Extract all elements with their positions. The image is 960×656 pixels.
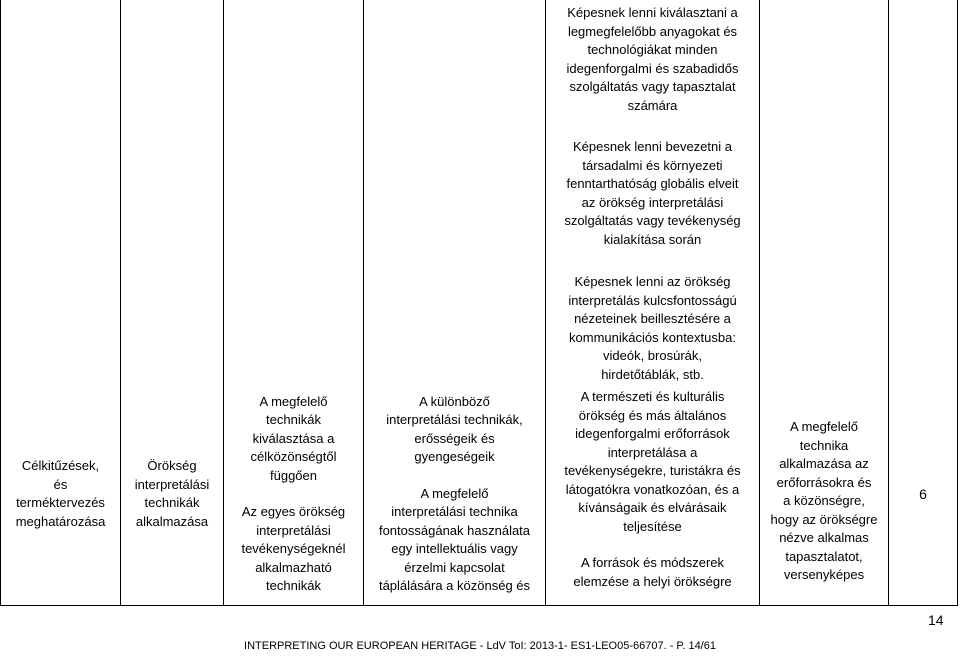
cell-line: erőforrásokra és	[776, 474, 872, 490]
cell-line: hirdetőtáblák, stb.	[601, 366, 704, 382]
cell-line: nézeteinek beillesztésére a	[574, 311, 731, 326]
hours-cell	[889, 384, 957, 604]
cell-line: kívánságaik és elvárásaik	[578, 500, 727, 515]
cell-line: célközönségtől	[250, 449, 337, 464]
table-border-bottom	[0, 605, 958, 606]
cell-line: interpretálási technika	[391, 504, 518, 519]
cell-line: függően	[270, 467, 317, 483]
cell-line: gyengeségeik	[414, 449, 495, 464]
cell-line: videók, brosúrák,	[603, 348, 702, 363]
cell-line: Képesnek lenni az örökség	[574, 274, 731, 289]
cell-line: idegenforgalmi erőforrások	[575, 426, 730, 441]
cell-line: A természeti és kulturális	[580, 389, 725, 404]
cell-line: interpretálási technikák,	[386, 412, 523, 427]
cell-line: interpretálás kulcsfontosságú	[568, 292, 737, 308]
cell-line: kiválasztása a	[252, 430, 335, 446]
cell-line: örökség és más általános	[578, 407, 727, 423]
cell-line: egy intellektuális vagy	[391, 541, 518, 556]
cell-line: A különböző	[419, 393, 490, 409]
cell-line: erősségeik és	[414, 430, 495, 446]
competence-cell	[760, 418, 888, 604]
cell-line: legmegfelelőbb anyagokat és	[567, 23, 738, 39]
cell-line: tevékenységeknél	[241, 541, 346, 556]
cell-line: interpretálási	[256, 522, 331, 538]
cell-line: alkalmazása	[135, 513, 209, 529]
cell-line: fenntarthatóság globális elveit	[566, 176, 739, 191]
cell-line: a közönségre,	[783, 493, 865, 508]
cell-line: az örökség interpretálási	[581, 194, 724, 210]
objectives-cell	[1, 384, 120, 604]
cell-line: táplálására a közönség és	[378, 578, 531, 593]
cell-line: alkalmazható	[255, 559, 332, 575]
cell-line: nézve alkalmas	[779, 530, 869, 545]
skills-cell	[546, 388, 759, 604]
cell-line: és	[53, 476, 68, 492]
cell-line: tevékenységekre, turistákra és	[564, 463, 741, 478]
cell-line: tapasztalatot,	[785, 548, 863, 564]
cell-line: elemzése a helyi örökségre	[573, 573, 732, 589]
contents-cell	[224, 384, 363, 604]
cell-line: meghatározása	[15, 513, 106, 529]
cell-line: számára	[627, 97, 678, 113]
cell-line: terméktervezés	[16, 495, 105, 510]
skills-top-block-3	[546, 273, 759, 385]
cell-line: interpretálási	[134, 476, 210, 492]
cell-line: technika	[799, 437, 849, 453]
cell-line: hogy az örökségre	[770, 511, 878, 527]
cell-line: A megfelelő	[259, 393, 328, 409]
table-border-right	[957, 0, 958, 606]
cell-line: kommunikációs kontextusba:	[569, 329, 736, 345]
cell-line: látogatókra vonatkozóan, és a	[565, 481, 740, 497]
cell-line: Örökség	[147, 458, 197, 473]
unit-title-cell	[121, 384, 223, 604]
cell-line: érzelmi kapcsolat	[404, 559, 505, 575]
cell-line: alkalmazása az	[779, 456, 869, 471]
cell-line: technikák	[144, 495, 200, 510]
cell-line: Képesnek lenni kiválasztani a	[567, 5, 738, 20]
cell-line: Az egyes örökség	[241, 504, 346, 519]
cell-line: szolgáltatás vagy tapasztalat	[569, 79, 736, 94]
cell-line: technikák	[266, 578, 321, 593]
cell-line: versenyképes	[783, 567, 865, 582]
cell-line: teljesítése	[623, 518, 682, 534]
page-number: 14	[928, 612, 944, 628]
cell-line: A megfelelő	[790, 419, 858, 434]
cell-line: technológiákat minden	[587, 42, 718, 57]
cell-line: szolgáltatás vagy tevékenység	[564, 213, 741, 228]
skills-top-block-1	[546, 4, 759, 116]
cell-line: idegenforgalmi és szabadidős	[566, 60, 739, 76]
cell-line: Képesnek lenni bevezetni a	[572, 139, 732, 154]
hours-value: 6	[919, 485, 927, 502]
cell-line: interpretálása a	[607, 444, 698, 460]
cell-line: A források és módszerek	[580, 555, 725, 570]
cell-line: technikák	[266, 412, 321, 427]
skills-top-block-2	[546, 138, 759, 250]
cell-line: Célkitűzések,	[21, 458, 100, 473]
page-footer: INTERPRETING OUR EUROPEAN HERITAGE - LdV ToI: 2013-1- ES1-LEO05-66707. - P. 14/61	[244, 640, 716, 652]
cell-line: kialakítása során	[603, 231, 702, 247]
cell-line: A megfelelő	[420, 485, 489, 501]
cell-line: társadalmi és környezeti	[582, 157, 723, 173]
knowledge-cell	[364, 384, 545, 604]
cell-line: fontosságának használata	[378, 522, 531, 538]
